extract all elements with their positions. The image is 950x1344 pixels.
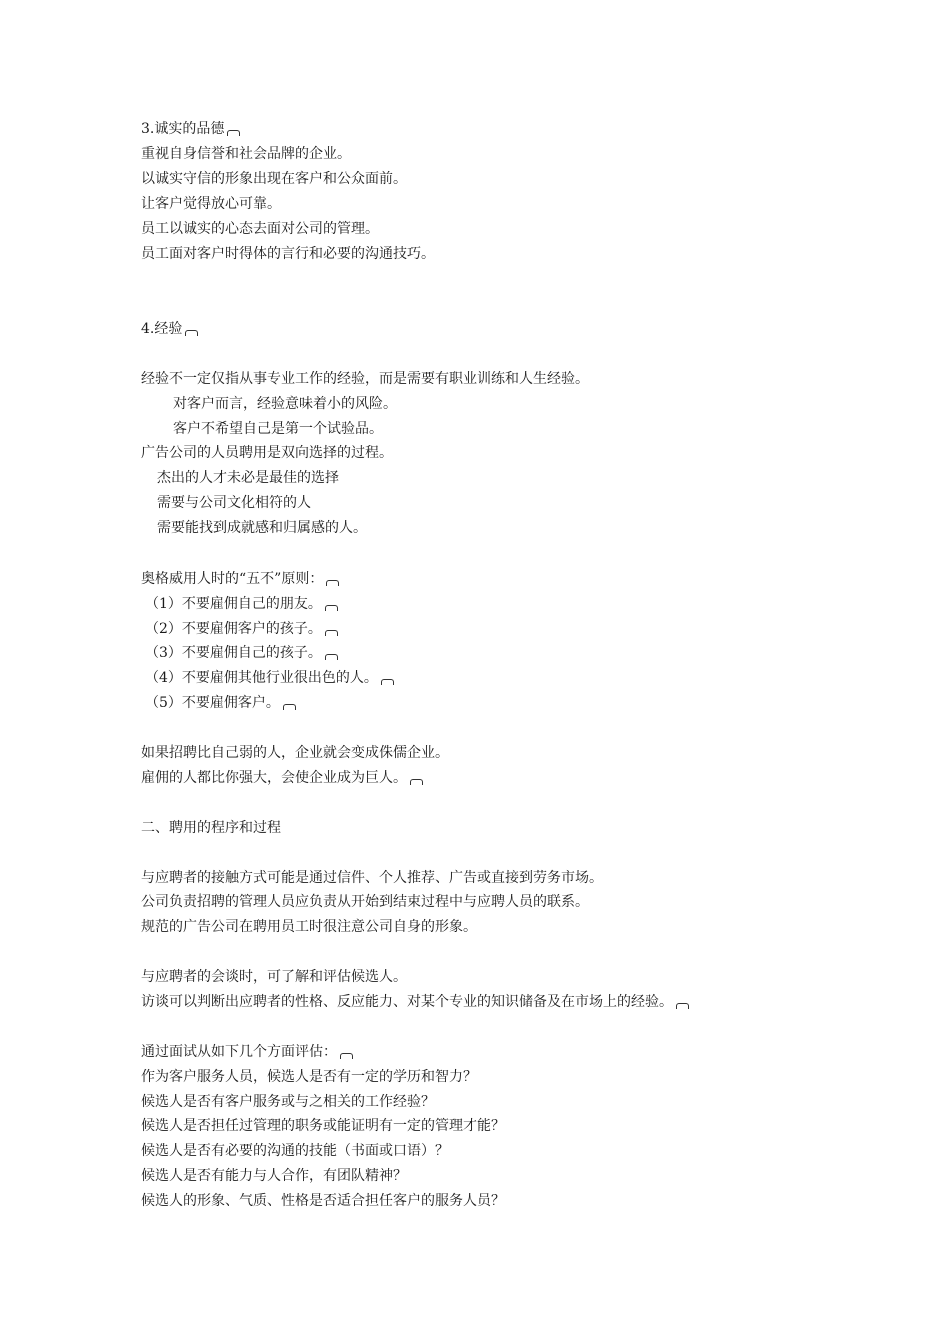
ogilvy-rule-text: （2）不要雇佣客户的孩子。 [145,621,322,637]
interview-line [141,993,689,1011]
ogilvy-rule-text: （1）不要雇佣自己的朋友。 [145,596,322,612]
conclusion-line [141,769,423,787]
interview-line: 与应聘者的会谈时，可了解和评估候选人。 [141,969,407,985]
section-4-line: 经验不一定仅指从事专业工作的经验，而是需要有职业训练和人生经验。 [141,371,589,387]
section-4-line: 对客户而言，经验意味着小的风险。 [173,396,397,412]
section-4-line: 客户不希望自己是第一个试验品。 [173,421,383,437]
ogilvy-rule-text: （4）不要雇佣其他行业很出色的人。 [145,670,378,686]
section-3-heading [141,120,240,138]
ogilvy-rule [145,620,338,638]
paragraph-mark-icon [185,330,198,336]
paragraph-mark-icon [283,704,296,710]
part-2-heading: 二、聘用的程序和过程 [141,820,281,836]
paragraph-mark-icon [227,130,240,136]
ogilvy-title [141,570,339,588]
section-4-heading [141,320,198,338]
section-3-heading-text: 3.诚实的品德 [141,121,225,137]
section-4-line: 杰出的人才未必是最佳的选择 [157,470,339,486]
eval-title [141,1043,353,1061]
ogilvy-rule-text: （5）不要雇佣客户。 [145,695,280,711]
paragraph-mark-icon [381,679,394,685]
ogilvy-rule-text: （3）不要雇佣自己的孩子。 [145,645,322,661]
section-4-heading-text: 4.经验 [141,321,183,337]
eval-item: 候选人的形象、气质、性格是否适合担任客户的服务人员？ [141,1193,505,1209]
section-4-line: 广告公司的人员聘用是双向选择的过程。 [141,445,393,461]
interview-line-text: 访谈可以判断出应聘者的性格、反应能力、对某个专业的知识储备及在市场上的经验。 [141,994,673,1010]
conclusion-line-text: 雇佣的人都比你强大，会使企业成为巨人。 [141,770,407,786]
section-4-line: 需要与公司文化相符的人 [157,495,311,511]
eval-item: 候选人是否担任过管理的职务或能证明有一定的管理才能？ [141,1118,505,1134]
section-4-line: 需要能找到成就感和归属感的人。 [157,520,367,536]
ogilvy-rule [145,644,338,662]
ogilvy-rule [145,694,296,712]
conclusion-line: 如果招聘比自己弱的人，企业就会变成侏儒企业。 [141,745,449,761]
eval-item: 候选人是否有必要的沟通的技能（书面或口语）？ [141,1143,449,1159]
contact-line: 公司负责招聘的管理人员应负责从开始到结束过程中与应聘人员的联系。 [141,894,589,910]
contact-line: 规范的广告公司在聘用员工时很注意公司自身的形象。 [141,919,477,935]
ogilvy-rule [145,595,338,613]
paragraph-mark-icon [325,654,338,660]
section-3-line: 让客户觉得放心可靠。 [141,196,281,212]
paragraph-mark-icon [326,580,339,586]
section-3-line: 员工面对客户时得体的言行和必要的沟通技巧。 [141,246,435,262]
eval-item: 作为客户服务人员，候选人是否有一定的学历和智力？ [141,1069,477,1085]
eval-item: 候选人是否有能力与人合作，有团队精神？ [141,1168,407,1184]
ogilvy-rule [145,669,394,687]
section-3-line: 员工以诚实的心态去面对公司的管理。 [141,221,379,237]
eval-item: 候选人是否有客户服务或与之相关的工作经验？ [141,1094,435,1110]
contact-line: 与应聘者的接触方式可能是通过信件、个人推荐、广告或直接到劳务市场。 [141,870,603,886]
eval-title-text: 通过面试从如下几个方面评估： [141,1044,337,1060]
paragraph-mark-icon [410,779,423,785]
section-3-line: 重视自身信誉和社会品牌的企业。 [141,146,351,162]
paragraph-mark-icon [325,630,338,636]
section-3-line: 以诚实守信的形象出现在客户和公众面前。 [141,171,407,187]
paragraph-mark-icon [676,1003,689,1009]
ogilvy-title-text: 奥格威用人时的“五不”原则： [141,571,324,587]
paragraph-mark-icon [325,605,338,611]
paragraph-mark-icon [340,1053,353,1059]
